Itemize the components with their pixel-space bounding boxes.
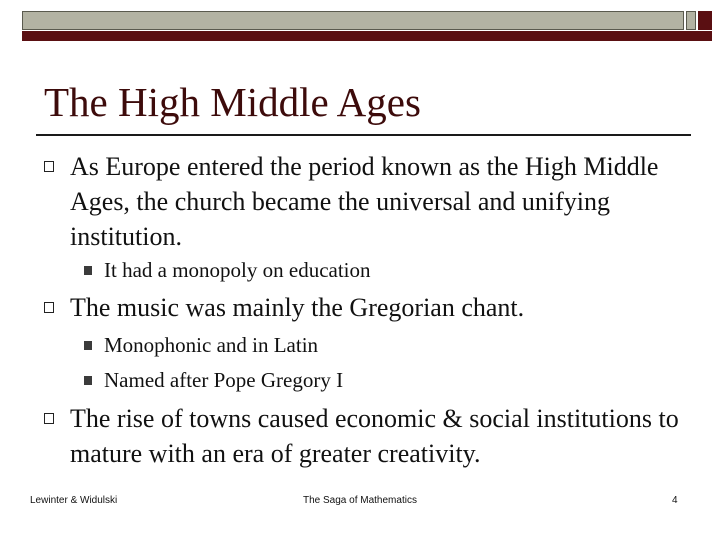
top-bar-light-band: [22, 11, 684, 30]
sub-bullet-text-2-2: Named after Pope Gregory I: [104, 368, 344, 392]
bullet-text-1: As Europe entered the period known as the High Middle Ages, the church became the universal and unifying institution.: [70, 152, 659, 251]
sub-bullet-icon: [84, 266, 92, 275]
sub-bullet-icon: [84, 376, 92, 385]
title-divider: [36, 134, 691, 136]
sub-bullet-text-1-1: It had a monopoly on education: [104, 258, 371, 282]
top-bar-dark-band: [22, 31, 712, 41]
bullet-text-2: The music was mainly the Gregorian chant.: [70, 293, 525, 322]
top-decorative-bar: [22, 11, 712, 41]
slide-title: The High Middle Ages: [44, 79, 421, 125]
bullet-icon: [44, 302, 54, 313]
sub-bullet-text-2-1: Monophonic and in Latin: [104, 333, 319, 357]
top-bar-dark-square: [698, 11, 712, 30]
footer-title: The Saga of Mathematics: [303, 495, 417, 506]
bullet-icon: [44, 413, 54, 424]
top-bar-small-square: [686, 11, 696, 30]
footer-author: Lewinter & Widulski: [30, 495, 118, 506]
sub-bullet-icon: [84, 341, 92, 350]
bullet-text-3: The rise of towns caused economic & social institutions to mature with an era of greater creativity.: [70, 404, 679, 468]
page-number: 4: [672, 495, 678, 506]
bullet-icon: [44, 161, 54, 172]
